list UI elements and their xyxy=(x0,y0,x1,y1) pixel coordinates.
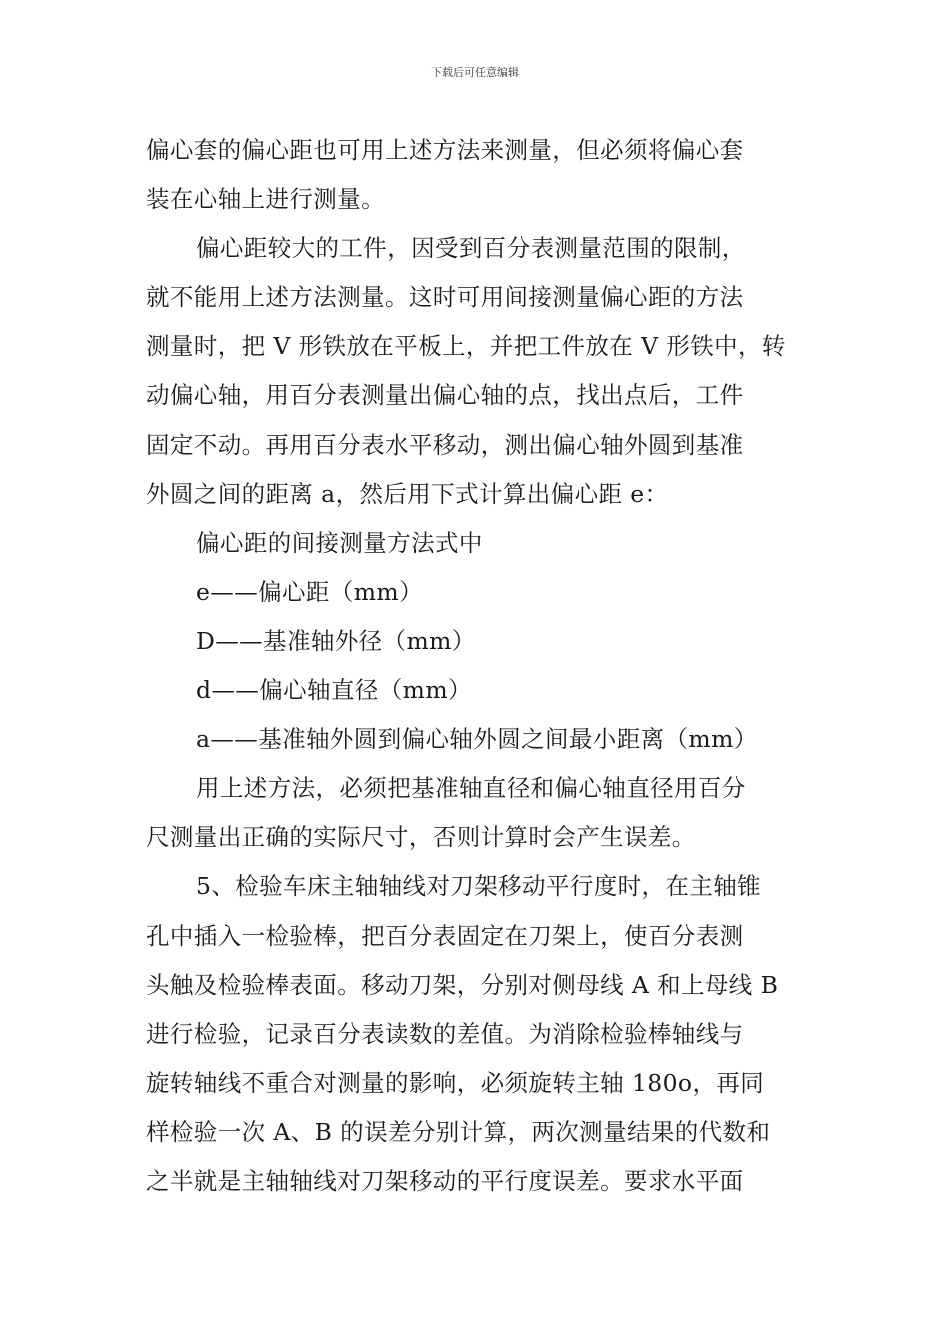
variable-definition: a——基准轴外圆到偏心轴外圆之间最小距离（mm） xyxy=(196,725,758,754)
text-line: 就不能用上述方法测量。这时可用间接测量偏心距的方法 xyxy=(146,283,744,312)
variable-definition: D——基准轴外径（mm） xyxy=(196,626,476,655)
text-line: 测量时，把 V 形铁放在平板上，并把工件放在 V 形铁中，转 xyxy=(146,332,786,361)
text-line: 之半就是主轴轴线对刀架移动的平行度误差。要求水平面 xyxy=(146,1166,744,1195)
text-line: 旋转轴线不重合对测量的影响，必须旋转主轴 180o，再同 xyxy=(146,1068,765,1097)
formula-caption: 偏心距的间接测量方法式中 xyxy=(196,528,483,557)
text-line: 进行检验，记录百分表读数的差值。为消除检验棒轴线与 xyxy=(146,1019,744,1048)
variable-definition: d——偏心轴直径（mm） xyxy=(196,676,472,705)
text-line: 动偏心轴，用百分表测量出偏心轴的点，找出点后，工件 xyxy=(146,381,744,410)
text-line: 孔中插入一检验棒，把百分表固定在刀架上，使百分表测 xyxy=(146,921,744,950)
text-line: 头触及检验棒表面。移动刀架，分别对侧母线 A 和上母线 B xyxy=(146,970,779,999)
text-line: 偏心套的偏心距也可用上述方法来测量，但必须将偏心套 xyxy=(146,136,744,164)
text-line: 尺测量出正确的实际尺寸，否则计算时会产生误差。 xyxy=(146,823,696,852)
text-line: 样检验一次 A、B 的误差分别计算，两次测量结果的代数和 xyxy=(146,1117,771,1146)
text-line: 固定不动。再用百分表水平移动，测出偏心轴外圆到基准 xyxy=(146,430,744,459)
text-line: 用上述方法，必须把基准轴直径和偏心轴直径用百分 xyxy=(196,774,746,803)
text-line: 装在心轴上进行测量。 xyxy=(146,185,385,214)
document-body xyxy=(146,126,810,1206)
text-line: 5、检验车床主轴轴线对刀架移动平行度时，在主轴锥 xyxy=(196,872,762,901)
page-header: 下载后可任意编辑 xyxy=(431,66,519,79)
text-line: 外圆之间的距离 a，然后用下式计算出偏心距 e： xyxy=(146,479,669,508)
text-line: 偏心距较大的工件，因受到百分表测量范围的限制， xyxy=(196,234,746,263)
variable-definition: e——偏心距（mm） xyxy=(196,577,423,606)
